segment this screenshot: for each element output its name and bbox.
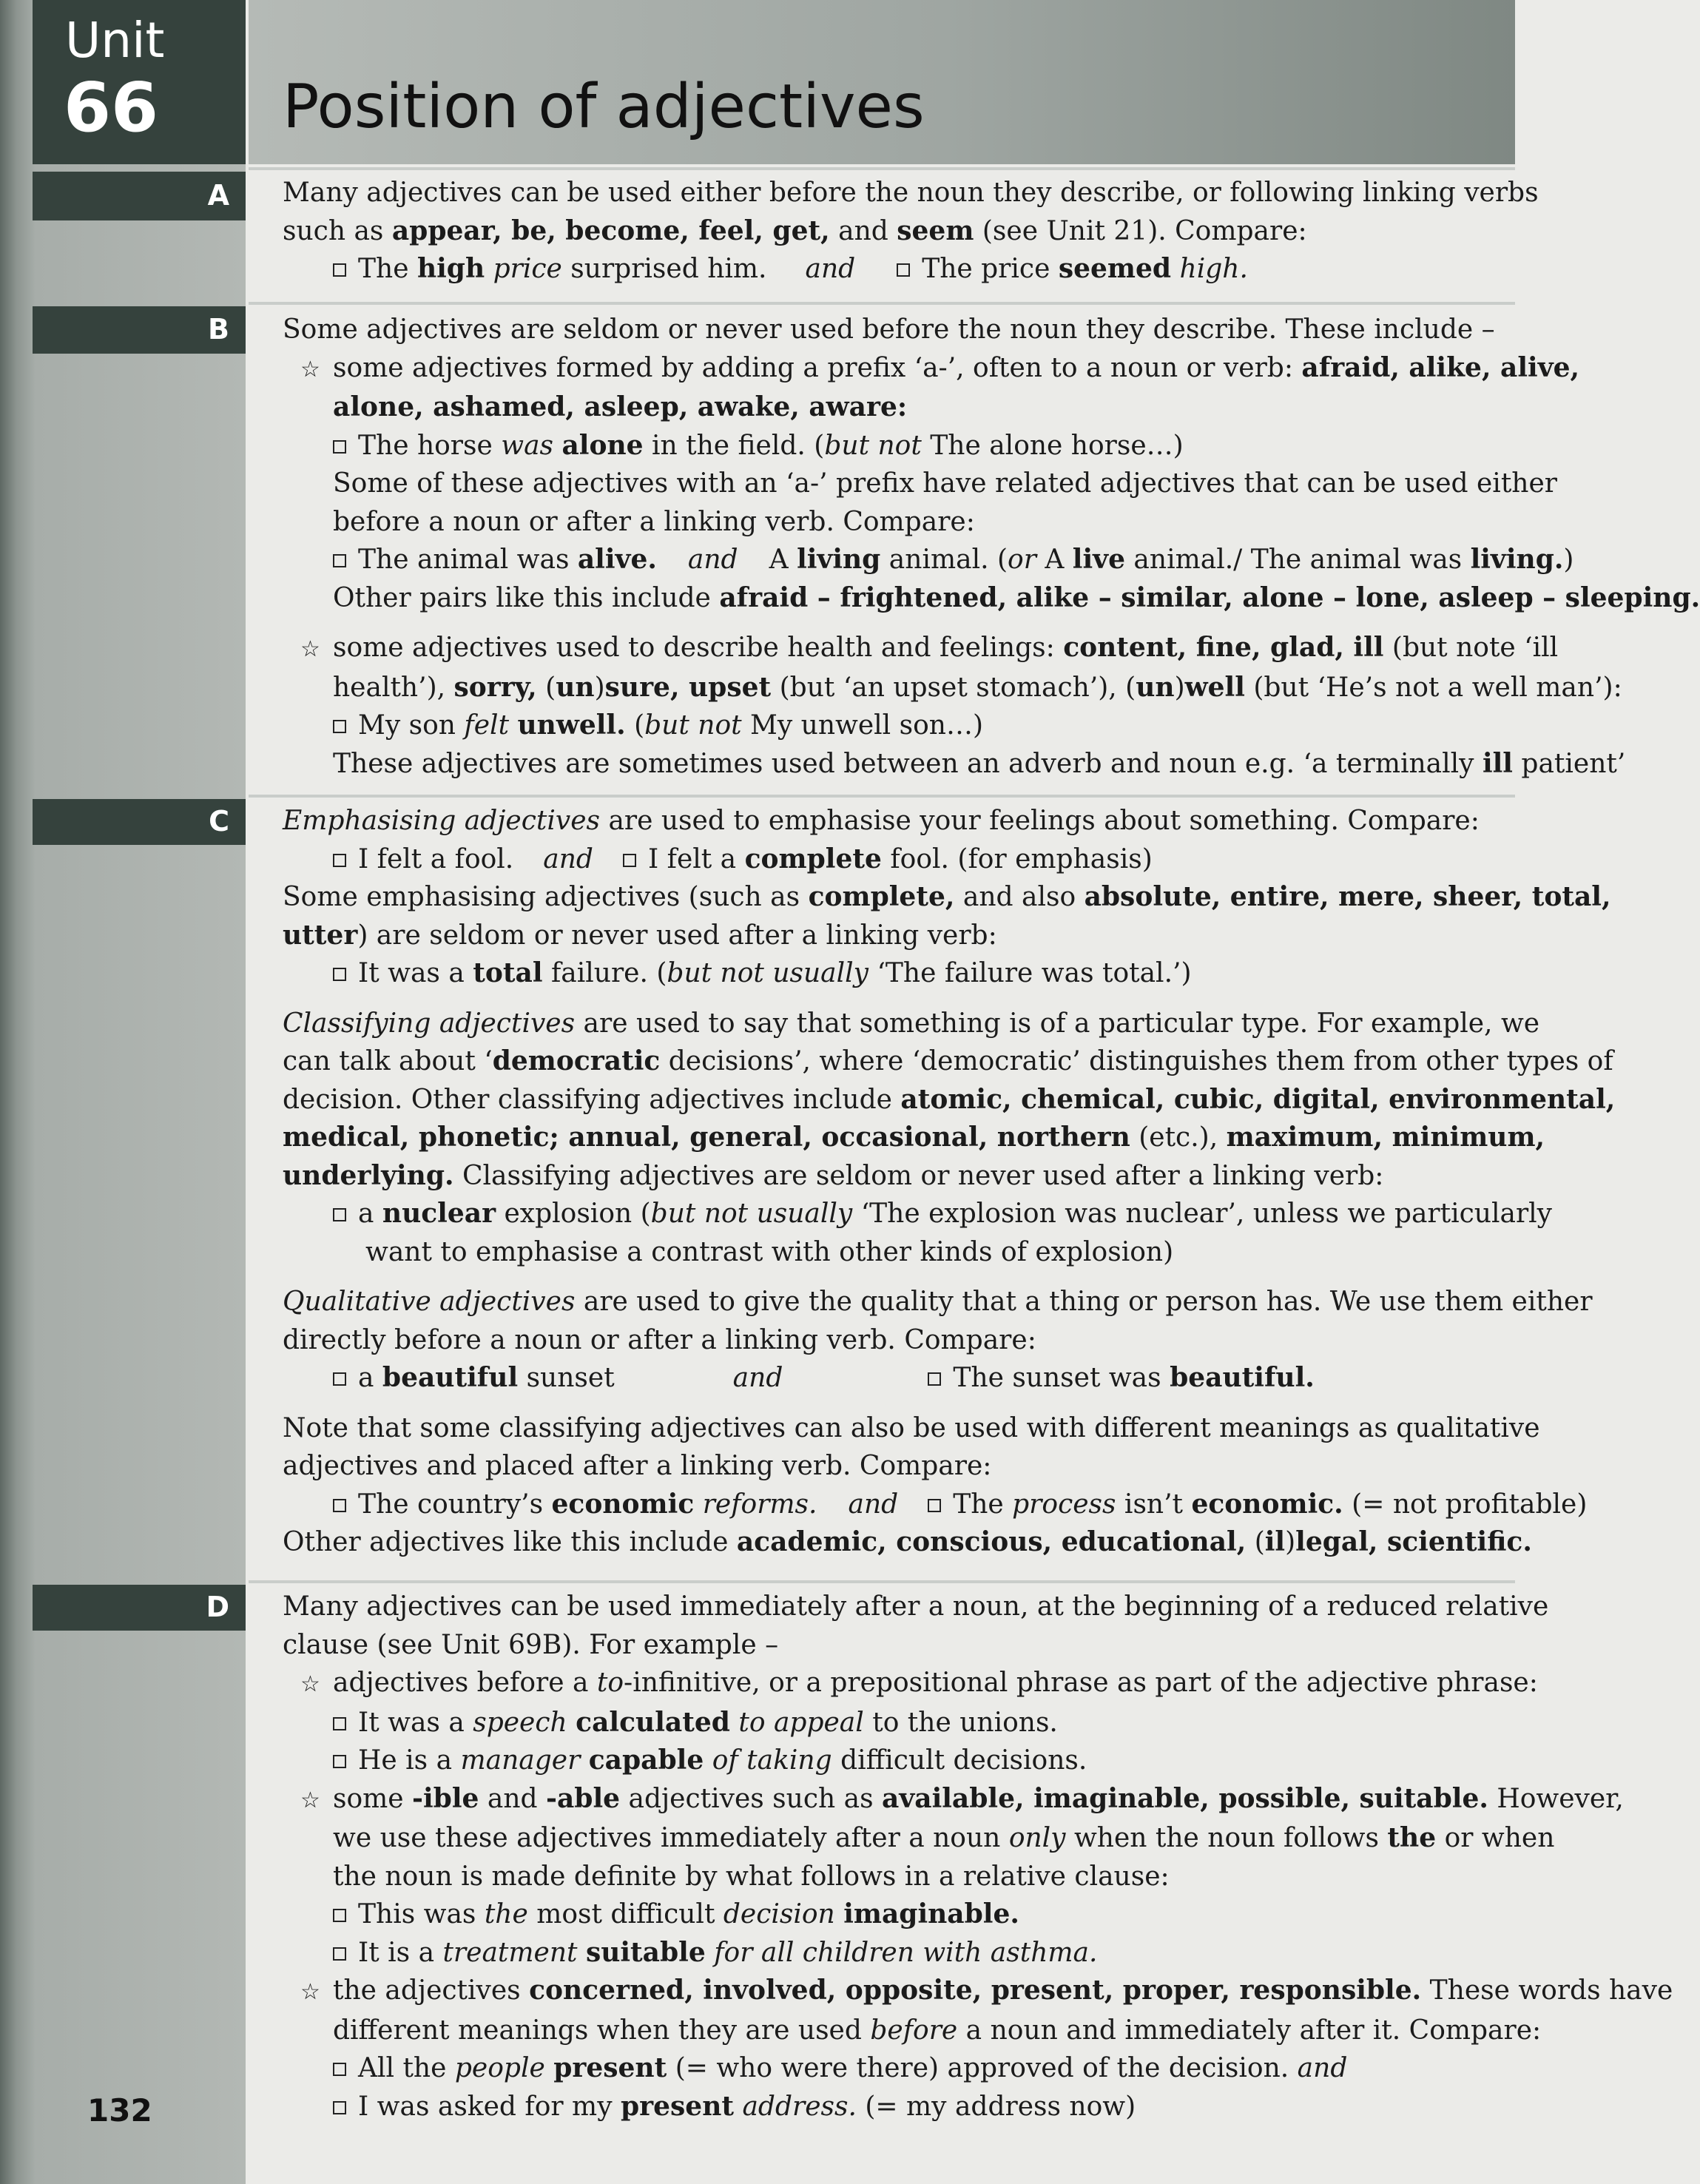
example-line: The horse was alone in the field. (but not The alone horse…) (283, 427, 1512, 465)
star-icon: ☆ (300, 356, 320, 382)
bullet-line: ☆ some adjectives used to describe health and feelings: content, fine, glad, ill (but note ‘ill (283, 629, 1512, 669)
checkbox-icon (333, 1909, 346, 1922)
text-line: These adjectives are sometimes used between an adverb and noun e.g. ‘a terminally ill patient’ (333, 747, 1626, 779)
bullet-line: we use these adjectives immediately after a noun only when the noun follows the or when (333, 1822, 1555, 1853)
section-tab-a: A (33, 172, 246, 220)
unit-label: Unit (65, 12, 165, 69)
text-line: clause (see Unit 69B). For example – (283, 1629, 779, 1660)
star-icon: ☆ (300, 1979, 320, 2005)
section-divider-d (249, 1580, 1515, 1583)
example-line: I was asked for my present address. (= my address now) (283, 2088, 1512, 2126)
checkbox-icon (333, 1717, 346, 1730)
unit-number: 66 (64, 68, 159, 147)
text-line: such as appear, be, become, feel, get, and seem (see Unit 21). Compare: (283, 215, 1307, 246)
section-divider-c (249, 795, 1515, 798)
checkbox-icon (333, 1947, 346, 1961)
page-number: 132 (87, 2092, 152, 2129)
checkbox-icon (928, 1372, 941, 1386)
example-line: My son felt unwell. (but not My unwell son…) (283, 707, 1512, 745)
section-a-body (283, 174, 1539, 289)
section-tab-c: C (33, 799, 246, 845)
text-line: adjectives and placed after a linking verb. Compare: (283, 1451, 992, 1481)
text-line: underlying. Classifying adjectives are seldom or never used after a linking verb: (283, 1159, 1384, 1191)
text-line: Qualitative adjectives are used to give the quality that a thing or person has. We use them either (283, 1287, 1593, 1317)
star-icon: ☆ (300, 636, 320, 662)
text-line: decision. Other classifying adjectives include atomic, chemical, cubic, digital, environmental, (283, 1083, 1616, 1115)
example-line: a beautiful sunset and The sunset was beautiful. (283, 1359, 1512, 1398)
example-line: He is a manager capable of taking difficult decisions. (283, 1742, 1512, 1780)
checkbox-icon (333, 1755, 346, 1768)
bullet-line: ☆ some -ible and -able adjectives such as available, imaginable, possible, suitable. However, (283, 1780, 1512, 1820)
example-line: a nuclear explosion (but not usually ‘The explosion was nuclear’, unless we particularly (283, 1195, 1512, 1233)
checkbox-icon (897, 263, 910, 277)
text-line: Note that some classifying adjectives can also be used with different meanings as qualitative (283, 1412, 1540, 1443)
star-icon: ☆ (300, 1787, 320, 1813)
example-line: The high price surprised him. and The price seemed high. (283, 250, 1512, 289)
bullet-line: ☆ some adjectives formed by adding a prefix ‘a-’, often to a noun or verb: afraid, alike, alive, (283, 349, 1512, 389)
text-line: Classifying adjectives are used to say that something is of a particular type. For example, we (283, 1008, 1540, 1039)
bullet-line: the noun is made definite by what follows in a relative clause: (333, 1861, 1170, 1892)
example-line: I felt a fool. and I felt a complete fool. (for emphasis) (283, 840, 1512, 879)
checkbox-icon (333, 720, 346, 733)
example-line: It was a speech calculated to appeal to the unions. (283, 1704, 1512, 1742)
text-line: before a noun or after a linking verb. Compare: (333, 506, 975, 537)
star-icon: ☆ (300, 1671, 320, 1697)
example-line: All the people present (= who were there) approved of the decision. and (283, 2049, 1512, 2088)
text-line: can talk about ‘democratic decisions’, where ‘democratic’ distinguishes them from other types of (283, 1045, 1613, 1076)
checkbox-icon (333, 554, 346, 567)
section-b-body (283, 311, 1700, 783)
checkbox-icon (333, 1499, 346, 1512)
checkbox-icon (333, 263, 346, 277)
section-divider-a (249, 167, 1515, 170)
text-line: Other pairs like this include afraid – frightened, alike – similar, alone – lone, asleep – sleeping. (333, 582, 1700, 613)
checkbox-icon (928, 1499, 941, 1512)
text-line: Some adjectives are seldom or never used before the noun they describe. These include – (283, 314, 1495, 345)
checkbox-icon (333, 1208, 346, 1221)
text-line: utter) are seldom or never used after a linking verb: (283, 919, 997, 951)
page-title: Position of adjectives (283, 72, 925, 142)
section-tab-d: D (33, 1585, 246, 1631)
checkbox-icon (333, 2101, 346, 2114)
text-line: Some of these adjectives with an ‘a-’ prefix have related adjectives that can be used either (333, 468, 1557, 499)
text-line: Emphasising adjectives are used to emphasise your feelings about something. Compare: (283, 806, 1480, 836)
bullet-line: alone, ashamed, asleep, awake, aware: (333, 391, 908, 422)
text-line: Other adjectives like this include academic, conscious, educational, (il)legal, scientific. (283, 1526, 1532, 1557)
bullet-line: different meanings when they are used before a noun and immediately after it. Compare: (333, 2015, 1542, 2046)
checkbox-icon (333, 2063, 346, 2076)
text-line: Many adjectives can be used either before the noun they describe, or following linking verbs (283, 178, 1539, 208)
text-line: directly before a noun or after a linking verb. Compare: (283, 1324, 1036, 1355)
example-line: It is a treatment suitable for all children with asthma. (283, 1934, 1512, 1972)
example-line: The animal was alive. and A living animal. (or A live animal./ The animal was living.) (283, 541, 1512, 579)
text-line: medical, phonetic; annual, general, occasional, northern (etc.), maximum, minimum, (283, 1122, 1545, 1153)
checkbox-icon (623, 854, 636, 867)
checkbox-icon (333, 968, 346, 981)
checkbox-icon (333, 1372, 346, 1386)
section-divider-b (249, 302, 1515, 305)
text-line: Some emphasising adjectives (such as complete, and also absolute, entire, mere, sheer, total, (283, 881, 1611, 912)
example-line: The country’s economic reforms. and The process isn’t economic. (= not profitable) (283, 1486, 1512, 1524)
checkbox-icon (333, 440, 346, 454)
bullet-line: ☆ adjectives before a to-infinitive, or a prepositional phrase as part of the adjective phrase: (283, 1664, 1512, 1704)
bullet-line: ☆ the adjectives concerned, involved, opposite, present, proper, responsible. These words have (283, 1972, 1512, 2012)
example-line: It was a total failure. (but not usually ‘The failure was total.’) (283, 954, 1512, 993)
example-line: want to emphasise a contrast with other kinds of explosion) (365, 1236, 1174, 1267)
text-line: Many adjectives can be used immediately after a noun, at the beginning of a reduced relative (283, 1591, 1549, 1622)
section-d-body (283, 1588, 1673, 2126)
section-tab-b: B (33, 306, 246, 354)
checkbox-icon (333, 854, 346, 867)
bullet-line: health’), sorry, (un)sure, upset (but ‘an upset stomach’), (un)well (but ‘He’s not a well man’): (333, 671, 1622, 703)
example-line: This was the most difficult decision imaginable. (283, 1895, 1512, 1934)
section-c-body (283, 802, 1616, 1562)
